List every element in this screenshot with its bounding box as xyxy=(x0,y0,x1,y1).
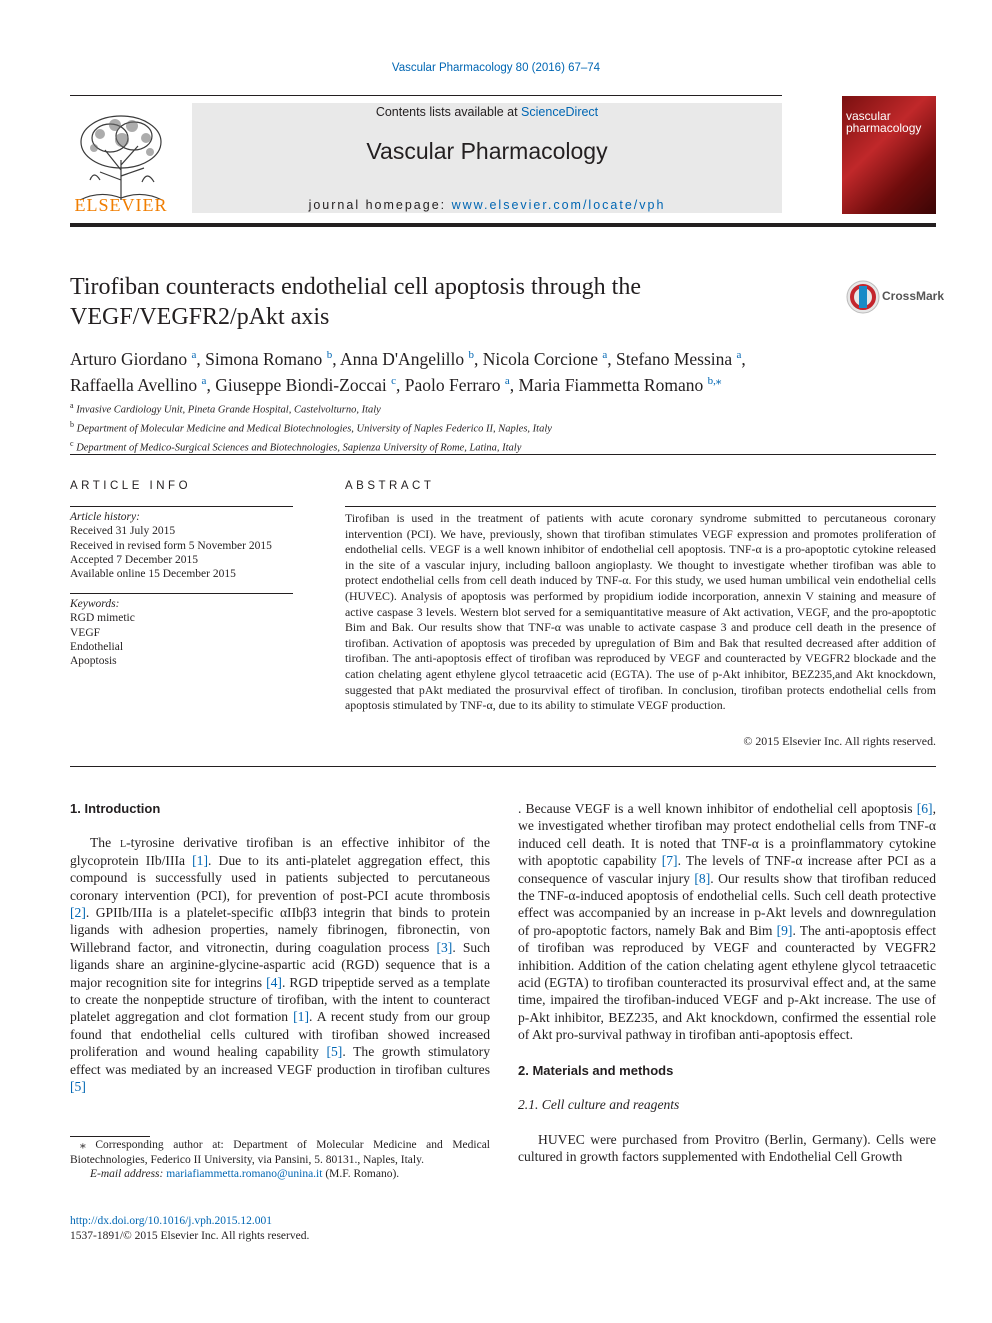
abstract-bottom-rule xyxy=(70,766,936,767)
affiliations xyxy=(70,399,930,456)
ref-5b[interactable]: [5] xyxy=(70,1079,86,1095)
abstract-heading: ABSTRACT xyxy=(345,480,435,492)
bottom-info xyxy=(70,1214,309,1244)
author-list: Arturo Giordano $^a$, Simona Romano $^b$, Anna D'Angelillo $^b$, Nicola Corcione $^a$, Stefano Messina $^a$, Raffaella Avellino $^a$, Giuseppe Biondi-Zoccai $^c$, Paolo Ferraro $^a$, Maria Fiammetta Romano $^{b,⁎}$ xyxy=(70,348,746,395)
journal-cover-title xyxy=(846,110,934,134)
ref-1b[interactable]: [1] xyxy=(293,1009,309,1025)
author-5[interactable]: Stefano Messina $^a$ xyxy=(615,348,742,369)
contents-prefix: Contents lists available at xyxy=(375,105,522,119)
history-accepted: Accepted 7 December 2015 xyxy=(70,553,199,566)
intro-heading: 1. Introduction xyxy=(70,801,161,816)
ref-2[interactable]: [2] xyxy=(70,905,86,921)
body-right-column xyxy=(518,800,936,1165)
ref-6[interactable]: [6] xyxy=(916,801,933,816)
abstract-text: Tirofiban is used in the treatment of patients with acute coronary syndrome submitted to percutaneous coronary intervention (PCI). We have, previously, shown that tirofiban stimulates VEGF expression and promotes proliferation of endothelial cells. VEGF is a well known inhibitor of endothelial cell apoptosis. TNF-α is a pro-apoptotic cytokine released in the site of a vascular injury, including balloon angioplasty. We thought to investigate whether tirofiban was able to protect endothelial cells from cell death induced by TNF-α. For this study, we used human umbilical vein endothelial cells (HUVEC). Analysis of apoptosis was performed by propidium iodide incorporation, annexin V staining and measure of active caspase 3 levels. Western blot served for a semiquantitative measure of Akt activation, VEGF, and the pro-apoptotic Bim and Bak. Our results show that TNF-α was unable to activate caspase 3 and produce cell death in the presence of tirofiban. Activation of apoptosis was preceded by upregulation of Bim and Bak that resulted decreased after addition of tirofiban. The anti-apoptosis effect of tirofiban was reproduced by VEGF and counteracted by VEGFR2 blockade and the cation chelating agent ethylene glycol tetraacetic acid (EGTA). The use of p-Akt inhibitor, BEZ235,and Akt knockdown, suggested that pAkt mediated the prosurvival effect of tirofiban. In conclusion, tirofiban protects endothelial cells from apoptosis stimulated by TNF-α, due to its ability to stimulate VEGF production. xyxy=(345,511,936,713)
sciencedirect-link[interactable]: ScienceDirect xyxy=(521,105,599,119)
author-3[interactable]: Anna D'Angelillo $^b$ xyxy=(339,348,475,369)
body-left-column xyxy=(70,800,490,1096)
keyword-4: Apoptosis xyxy=(70,655,117,668)
keyword-3: Endothelial xyxy=(70,640,124,653)
header-thick-rule xyxy=(70,223,936,227)
ref-9[interactable]: [9] xyxy=(776,922,793,938)
methods-subheading: 2.1. Cell culture and reagents xyxy=(518,1097,680,1113)
author-8[interactable]: Paolo Ferraro $^a$ xyxy=(404,374,510,395)
journal-homepage xyxy=(192,198,782,212)
affiliation-a: $^a$ Invasive Cardiology Unit, Pineta Grande Hospital, Castelvolturno, Italy xyxy=(70,401,381,416)
keyword-1: RGD mimetic xyxy=(70,612,135,625)
intro-paragraph-1-continued: . Because VEGF is a well known inhibitor of endothelial cell apoptosis [6], we investigated whether tirofiban may protect endothelial cells from TNF-α induced cell death. It is noted that TNF-α is a proinflammatory cytokine with apoptotic capability [7]. The levels of TNF-α increase after PCI as a consequence of vascular injury [8]. Our results show that tirofiban reduced the TNF-α-induced apoptosis of endothelial cells. Such cell death protective effect was accompanied by an increase in p-Akt levels and downregulation of pro-apoptotic factors, namely Bak and Bim [9]. The anti-apoptosis effect of tirofiban was reproduced by VEGF and counteracted by VEGFR2 inhibition. Addition of the cation chelating agent ethylene glycol tetraacetic acid (EGTA) to tirofiban counteracted its prosurvival effect and, at the same time, impaired the tirofiban-induced VEGF and p-Akt increase. The use of p-Akt inhibitor, BEZ235, and Akt knockdown, confirmed the essential role of Akt pro-survival pathway in tirofiban anti-apoptosis effect. xyxy=(518,801,937,1043)
homepage-link[interactable]: www.elsevier.com/locate/vph xyxy=(451,198,666,212)
ref-5[interactable]: [5] xyxy=(326,1044,343,1060)
methods-paragraph-1: HUVEC were purchased from Provitro (Berlin, Germany). Cells were cultured in growth factors supplemented with Endothelial Cell Growth xyxy=(518,1131,936,1164)
keywords-rule xyxy=(70,593,293,594)
crossmark-label[interactable]: CrossMark xyxy=(882,289,945,303)
article-history xyxy=(70,510,293,581)
author-2[interactable]: Simona Romano $^b$ xyxy=(205,348,333,369)
affiliation-c: $^c$ Department of Medico-Surgical Sciences and Biotechnologies, Sapienza University of Rome, Latina, Italy xyxy=(70,439,522,454)
journal-title: Vascular Pharmacology xyxy=(366,138,608,164)
history-online: Available online 15 December 2015 xyxy=(70,568,236,581)
affiliations-rule xyxy=(70,454,936,455)
history-label: Article history: xyxy=(70,511,140,523)
history-received: Received 31 July 2015 xyxy=(70,525,176,538)
ref-3[interactable]: [3] xyxy=(436,939,453,955)
doi-link[interactable]: http://dx.doi.org/10.1016/j.vph.2015.12.001 xyxy=(70,1215,273,1227)
article-info-heading: ARTICLE INFO xyxy=(70,480,192,492)
journal-citation[interactable]: Vascular Pharmacology 80 (2016) 67–74 xyxy=(391,62,601,74)
methods-heading: 2. Materials and methods xyxy=(518,1062,674,1078)
author-4[interactable]: Nicola Corcione $^a$ xyxy=(482,348,608,369)
abstract-rule xyxy=(345,506,936,507)
author-6[interactable]: Raffaella Avellino $^a$ xyxy=(70,374,207,395)
affiliation-b: $^b$ Department of Molecular Medicine and Medical Biotechnologies, University of Naples Federico II, Naples, Italy xyxy=(70,420,552,435)
author-1[interactable]: Arturo Giordano $^a$ xyxy=(70,348,197,369)
ref-7[interactable]: [7] xyxy=(661,853,678,869)
keywords-label: Keywords: xyxy=(70,598,120,610)
author-email-link[interactable]: mariafiammetta.romano@unina.it xyxy=(166,1168,323,1180)
issn-line: 1537-1891/© 2015 Elsevier Inc. All rights reserved. xyxy=(70,1230,310,1242)
author-9[interactable]: Maria Fiammetta Romano $^{b,⁎}$ xyxy=(518,374,722,395)
corresponding-author-footnote: ⁎ Corresponding author at: Department of Molecular Medicine and Medical Biotechnologies, Federico II University, via Pansini, 5. 80131., Naples, Italy. E-mail address: mariafiammetta.romano@unina.it (M.F. Romano). xyxy=(70,1139,490,1180)
ref-8[interactable]: [8] xyxy=(694,870,711,886)
crossmark-icon[interactable] xyxy=(846,280,880,314)
intro-paragraph-1: The l-tyrosine derivative tirofiban is an effective inhibitor of the glycoprotein IIb/IIIa [1]. Due to its anti-platelet aggregation effect, this compound is successfully used in patients subjected to percutaneous coronary intervention (PCI), for prevention of post-PCI acute thrombosis [2]. GPIIb/IIIa is a platelet-specific αIIbβ3 integrin that binds to protein ligands with adhesion properties, namely fibrinogen, fibronectin, von Willebrand factor, and vitronectin, during coagulation process [3]. Such ligands share an arginine-glycine-aspartic acid (RGD) sequence that is a major recognition site for integrins [4]. RGD tripeptide served as a template to create the nonpeptide structure of tirofiban, with the intent to counteract platelet aggregation and clot formation [1]. A recent study from our group found that endothelial cells cultured with tirofiban showed increased proliferation and wound healing capability [5]. The growth stimulatory effect was mediated by an increased VEGF production in tirofiban cultures [5] xyxy=(70,835,491,1095)
ref-4[interactable]: [4] xyxy=(266,974,282,990)
abstract-copyright: © 2015 Elsevier Inc. All rights reserved. xyxy=(743,734,936,748)
cover-word-2: pharmacology xyxy=(846,121,922,135)
homepage-prefix: journal homepage: xyxy=(308,198,452,212)
elsevier-wordmark: ELSEVIER xyxy=(74,195,168,215)
keyword-2: VEGF xyxy=(70,626,101,639)
history-revised: Received in revised form 5 November 2015 xyxy=(70,539,272,552)
author-7[interactable]: Giuseppe Biondi-Zoccai $^c$ xyxy=(215,374,397,395)
ref-1[interactable]: [1] xyxy=(192,852,209,868)
keywords xyxy=(70,597,293,668)
contents-line xyxy=(192,105,782,119)
footnote-rule xyxy=(70,1136,150,1137)
cover-word-1: vascular xyxy=(846,109,891,123)
article-title: Tirofiban counteracts endothelial cell apoptosis through the VEGF/VEGFR2/pAkt axis xyxy=(70,274,641,330)
article-info-rule xyxy=(70,506,293,507)
header-rule xyxy=(70,95,782,96)
